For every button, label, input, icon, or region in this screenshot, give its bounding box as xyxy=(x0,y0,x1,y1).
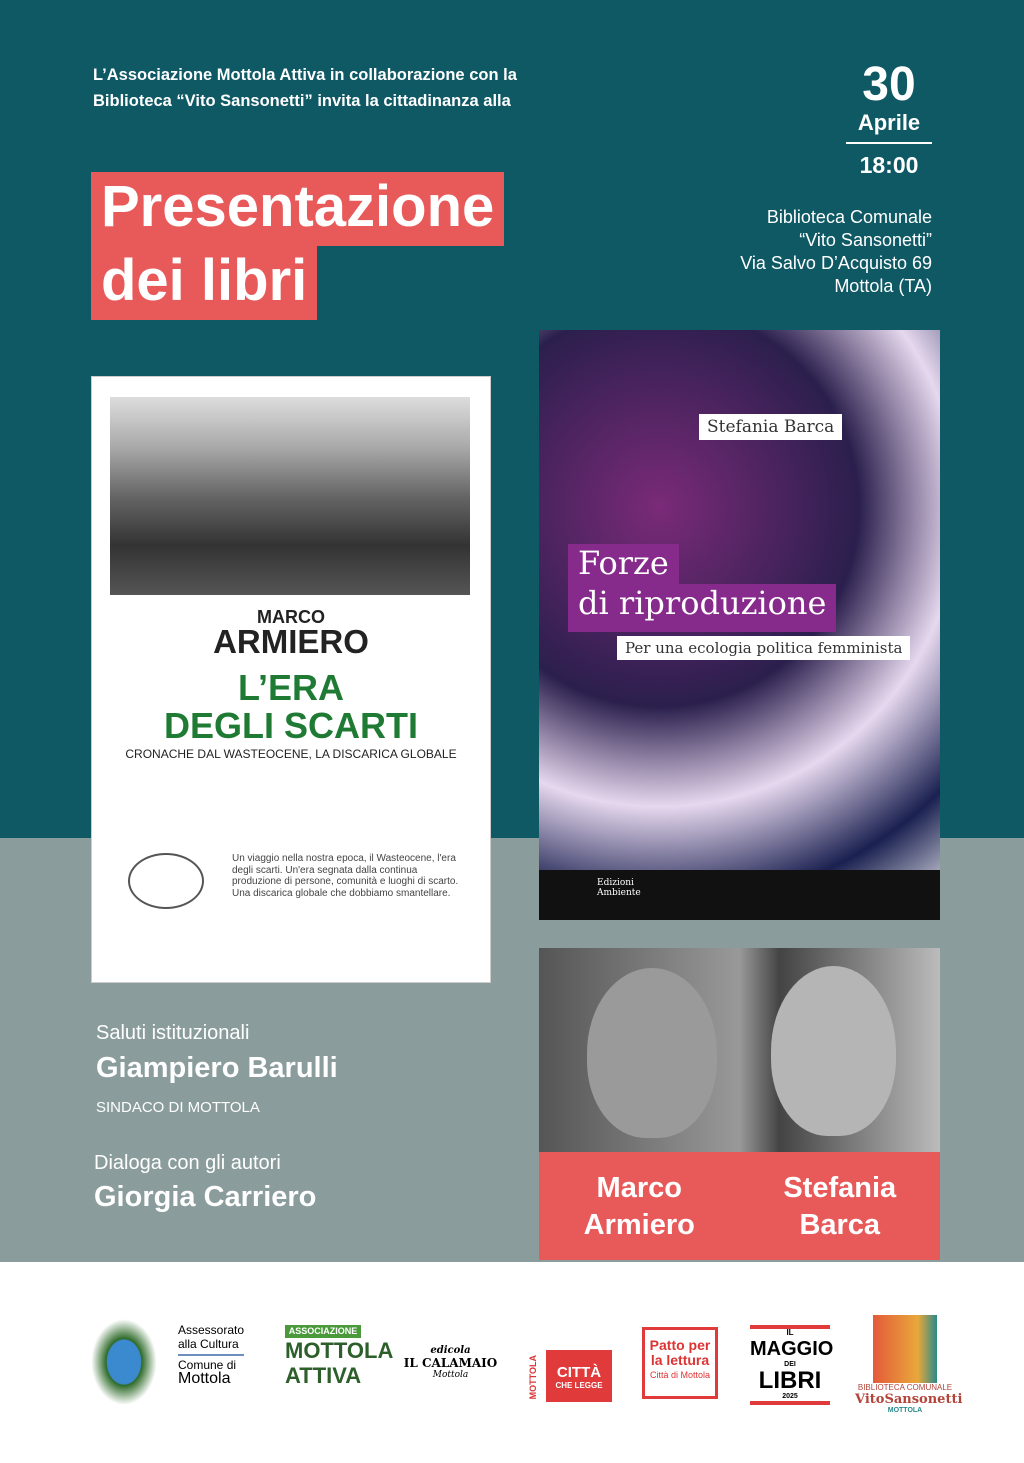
moderator-label: Dialoga con gli autori xyxy=(94,1152,281,1174)
event-month: Aprile xyxy=(846,110,932,144)
book1-blurb: Un viaggio nella nostra epoca, il Wasteocene, l'era degli scarti. Un'era segnata dalla continua produzione di persone, comunità e luoghi di scarto. Una discarica globale che dobbiamo smantellare. xyxy=(232,853,459,899)
publisher-name: Ambiente xyxy=(597,888,641,898)
page-title-line1: Presentazione xyxy=(91,172,504,246)
sponsor-logos xyxy=(80,1305,963,1420)
author-portrait xyxy=(587,968,717,1138)
logo-maggio-dei-libri: IL MAGGIO DEI LIBRI 2025 xyxy=(750,1325,830,1405)
book1-author-last: ARMIERO xyxy=(213,623,369,660)
author-name: Stefania Barca xyxy=(783,1172,897,1241)
author-name: Marco Armiero xyxy=(583,1172,695,1241)
book2-title: Forze xyxy=(568,544,679,584)
greetings-name: Giampiero Barulli xyxy=(96,1052,338,1084)
publisher-name: Edizioni xyxy=(597,878,634,888)
greetings-label: Saluti istituzionali xyxy=(96,1022,250,1044)
authors-photo xyxy=(539,948,940,1152)
moderator-name: Giorgia Carriero xyxy=(94,1181,317,1213)
book1-title: L’ERA xyxy=(237,667,344,708)
publisher-bar xyxy=(539,870,940,920)
book2-title: di riproduzione xyxy=(568,584,836,632)
venue-line: Biblioteca Comunale xyxy=(766,207,932,227)
book1-subtitle: CRONACHE DAL WASTEOCENE, LA DISCARICA GLOBALE xyxy=(125,747,457,761)
publisher-seal-icon xyxy=(128,853,204,909)
book2-author: Stefania Barca xyxy=(699,414,842,440)
author-names xyxy=(539,1152,940,1260)
logo-patto-per-la-lettura: Patto per la lettura Città di Mottola xyxy=(642,1327,718,1399)
book2-subtitle: Per una ecologia politica femminista xyxy=(617,636,910,660)
venue-line: Via Salvo D’Acquisto 69 xyxy=(740,253,932,273)
comune-coat-of-arms-icon xyxy=(82,1307,166,1417)
event-day: 30 xyxy=(862,58,916,111)
cover-photo-waste xyxy=(110,397,470,595)
book1-title: DEGLI SCARTI xyxy=(163,705,418,746)
logo-mottola-attiva: ASSOCIAZIONE MOTTOLA ATTIVA xyxy=(285,1326,394,1388)
logo-biblioteca-sansonetti: BIBLIOTECA COMUNALE VitoSansonetti MOTTOLA xyxy=(855,1315,955,1414)
event-date xyxy=(846,60,932,179)
venue-line: “Vito Sansonetti” xyxy=(799,230,932,250)
intro-line: Biblioteca “Vito Sansonetti” invita la cittadinanza alla xyxy=(93,92,511,110)
logo-citta-che-legge: MOTTOLA CITTÀ CHE LEGGE xyxy=(528,1325,616,1403)
page-title-line2: dei libri xyxy=(91,246,317,320)
invitation-text xyxy=(93,62,517,114)
logo-il-calamaio: edicola IL CALAMAIO Mottola xyxy=(403,1345,498,1380)
event-time: 18:00 xyxy=(859,152,919,178)
intro-line: L’Associazione Mottola Attiva in collaborazione con la xyxy=(93,66,517,84)
book1-author-first: MARCO xyxy=(257,607,325,627)
book-cover-era-degli-scarti xyxy=(91,376,491,983)
logo-comune: Assessorato alla Cultura Comune di Mottola xyxy=(178,1323,245,1387)
book-cover-forze-di-riproduzione xyxy=(539,330,940,920)
venue-address xyxy=(740,206,932,298)
venue-line: Mottola (TA) xyxy=(834,276,932,296)
author-portrait xyxy=(771,966,896,1136)
greetings-role: SINDACO DI MOTTOLA xyxy=(96,1099,260,1116)
